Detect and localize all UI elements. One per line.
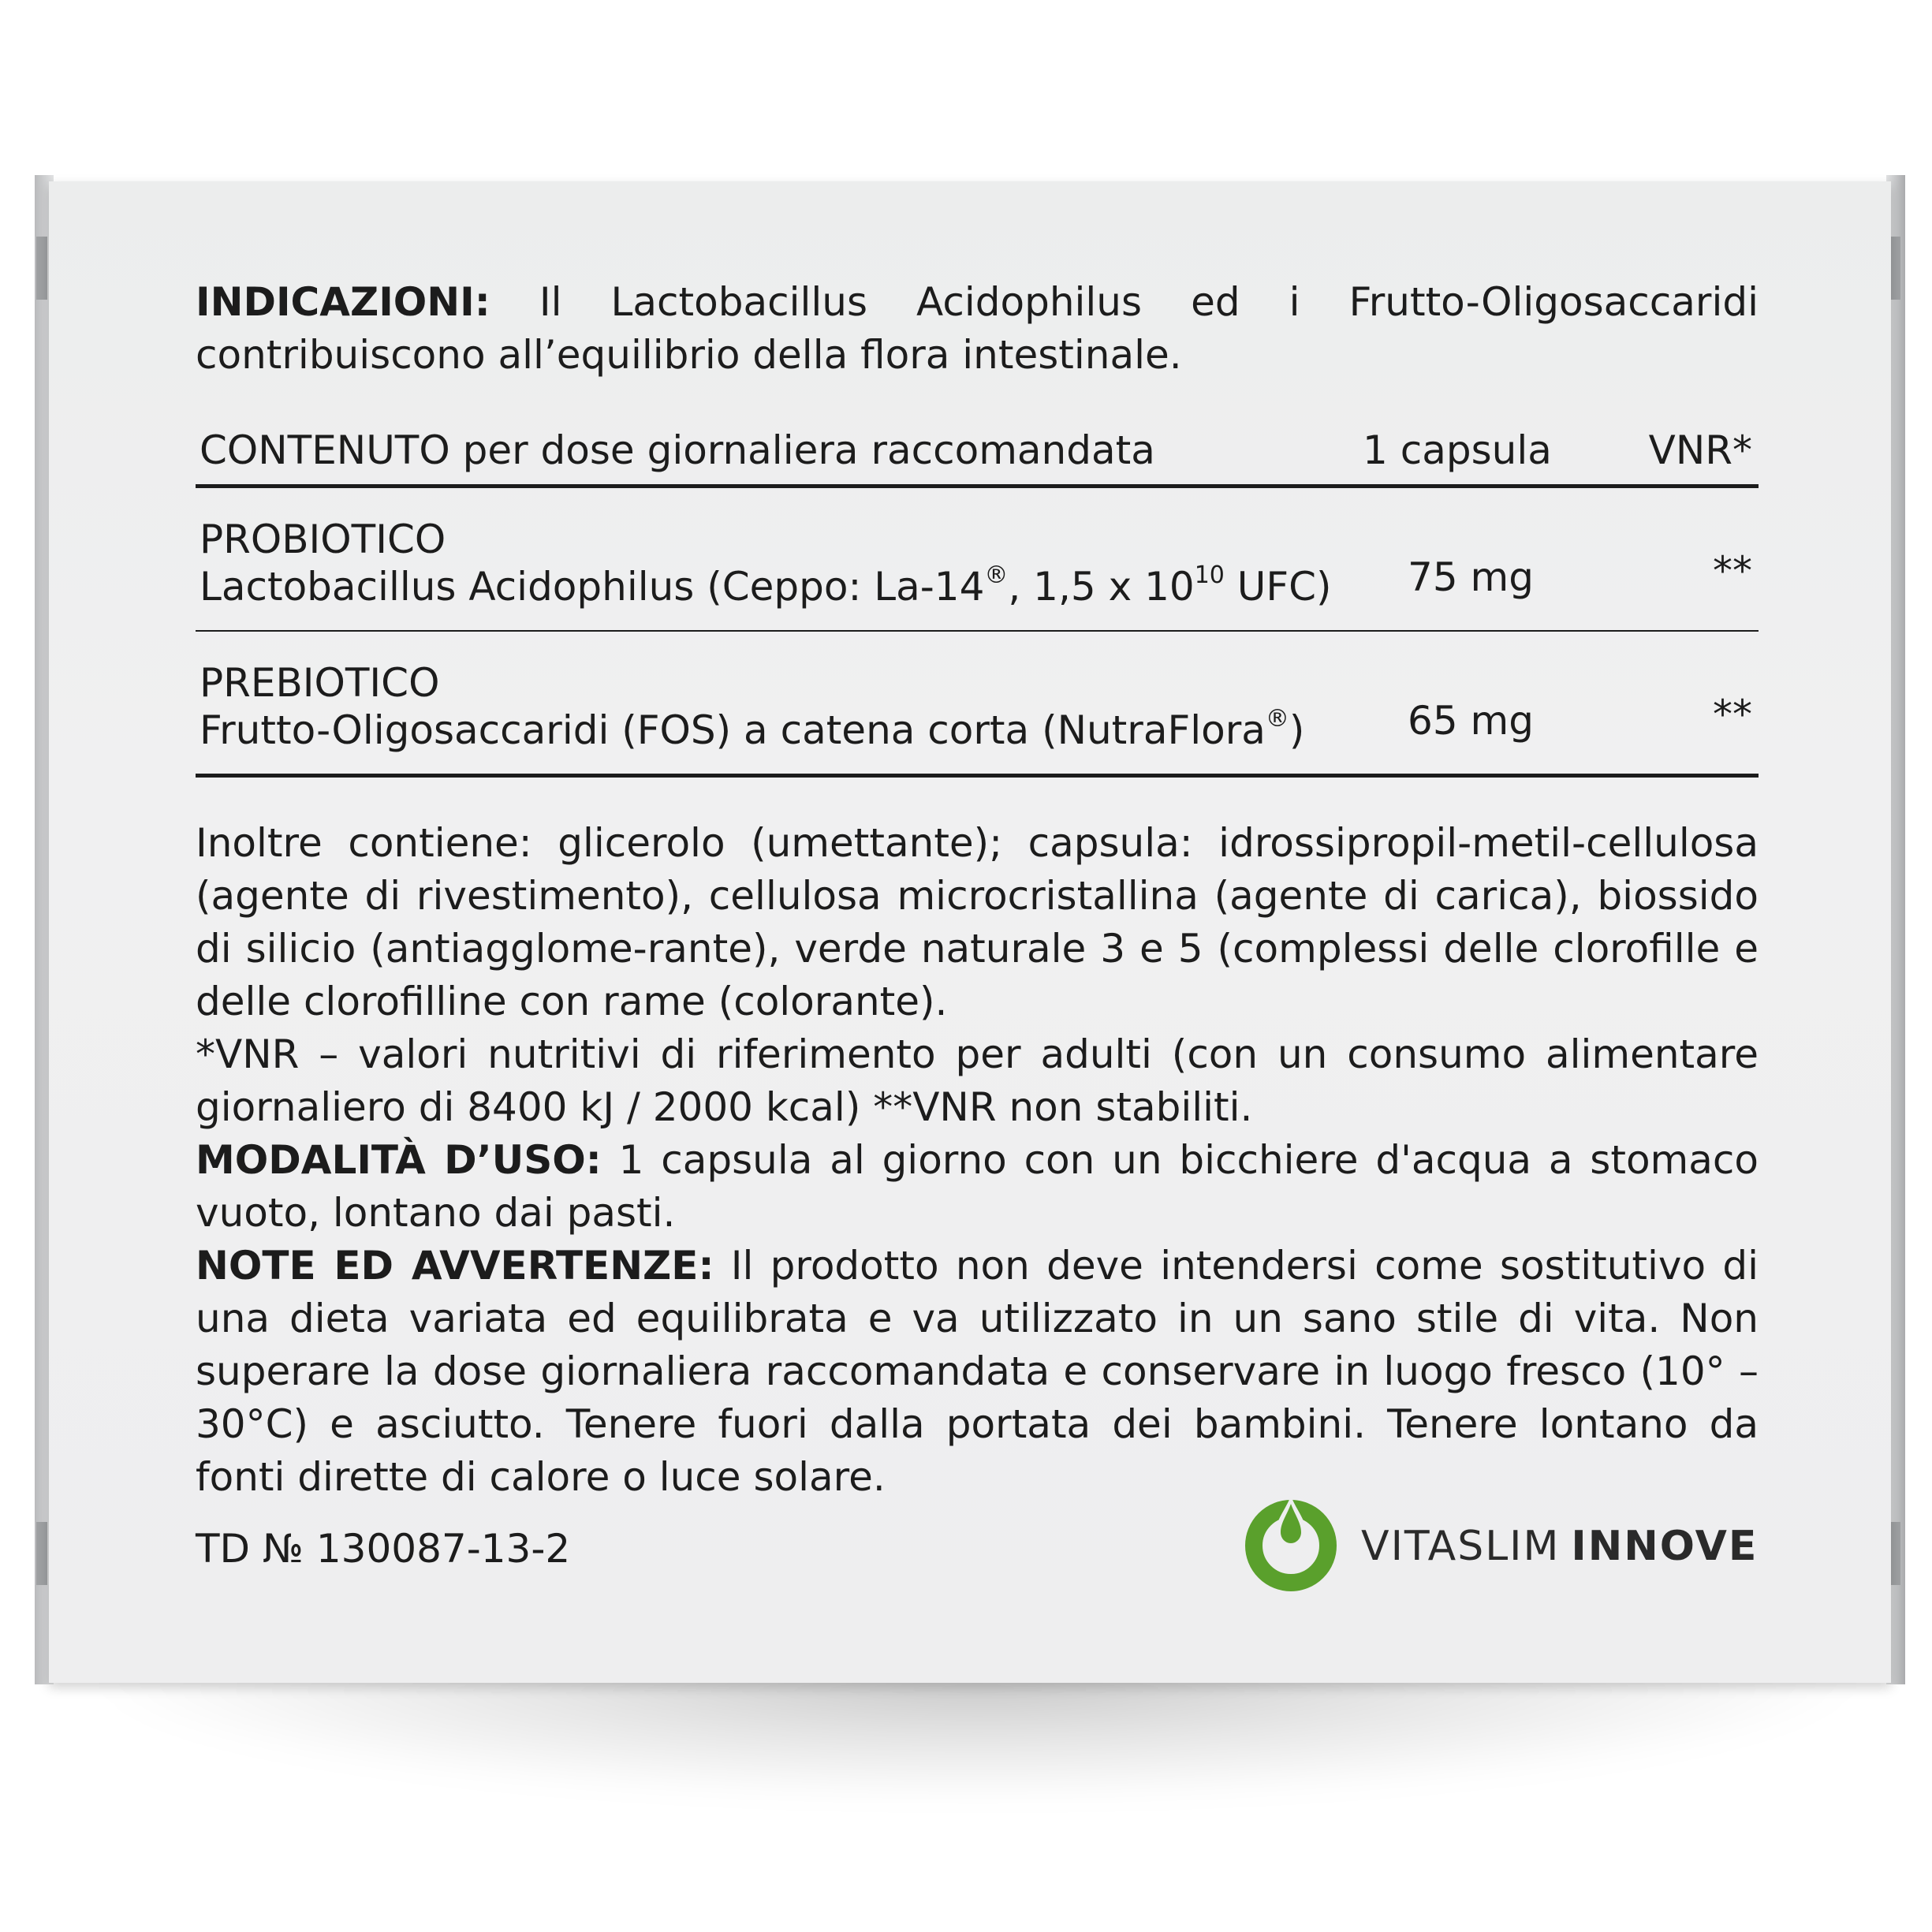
usage-paragraph [196, 1134, 1759, 1240]
row-amount: 75 mg [1408, 554, 1534, 600]
registered-mark: ® [1265, 705, 1289, 733]
usage-text: 1 capsula al giorno con un bicchiere d'acqua a stomaco vuoto, lontano dai pasti. [196, 1137, 1759, 1236]
row-description [200, 561, 1332, 610]
nutrition-table [196, 423, 1759, 778]
header-vnr: VNR* [1648, 427, 1752, 473]
warnings-paragraph [196, 1240, 1759, 1504]
brand-name [1361, 1523, 1758, 1570]
box-notch [1889, 1522, 1900, 1585]
box-notch [36, 237, 47, 300]
row-description-end: UFC) [1224, 564, 1332, 610]
vnr-note-paragraph: *VNR – valori nutritivi di riferimento per adulti (con un consumo alimentare giornaliero di 8400 kJ / 2000 kcal) **VNR non stabiliti. [196, 1031, 1759, 1130]
box-notch [1889, 237, 1900, 300]
brand-name-bold: INNOVE [1571, 1523, 1759, 1570]
indications-text: Il Lactobacillus Acidophilus ed i Frutto-Oligosaccaridi contribuiscono all’equilibrio della flora intestinale. [196, 279, 1759, 378]
box-shadow [103, 1664, 1853, 1798]
table-header [196, 423, 1759, 488]
td-number: TD № 130087-13-2 [196, 1526, 571, 1572]
also-contains-paragraph: Inoltre contiene: glicerolo (umettante); capsula: idrossipropil-metil-cellulosa (agente di rivestimento), cellulosa microcristallina (agente di carica), biossido di silicio (antiagglome-rante), verde naturale 3 e 5 (complessi delle clorofille e delle clorofilline con rame (colorante). [196, 820, 1759, 1024]
row-description-mid: , 1,5 x 10 [1008, 564, 1195, 610]
indications-label: INDICAZIONI: [196, 279, 490, 325]
box-notch [36, 1522, 47, 1585]
row-description-text: Frutto-Oligosaccaridi (FOS) a catena corta (NutraFlora [200, 707, 1266, 753]
header-dose: 1 capsula [1363, 427, 1552, 473]
label-content [196, 276, 1759, 1504]
row-description-end: ) [1289, 707, 1305, 753]
table-row [196, 488, 1759, 632]
usage-label: MODALITÀ D’USO: [196, 1137, 602, 1183]
row-description-text: Lactobacillus Acidophilus (Ceppo: La-14 [200, 564, 985, 610]
row-amount: 65 mg [1408, 698, 1534, 744]
row-vnr: ** [1713, 692, 1752, 737]
warnings-text: Il prodotto non deve intendersi come sostitutivo di una dieta variata ed equilibrata e va utilizzato in un sano stile di vita. Non superare la dose giornaliera raccomandata e conservare in luogo fresco (10° – 30°C) e asciutto. Tenere fuori dalla portata dei bambini. Tenere lontano da fonti dirette di calore o luce solare. [196, 1243, 1759, 1500]
indications-paragraph [196, 276, 1759, 382]
row-vnr: ** [1713, 548, 1752, 594]
row-category: PREBIOTICO [200, 660, 440, 706]
green-drop-ring-icon [1244, 1493, 1337, 1592]
registered-mark: ® [984, 561, 1009, 589]
warnings-label: NOTE ED AVVERTENZE: [196, 1243, 714, 1289]
table-row [196, 632, 1759, 778]
exponent: 10 [1194, 561, 1225, 589]
row-category: PROBIOTICO [200, 517, 446, 562]
brand-name-light: VITASLIM [1361, 1523, 1561, 1570]
row-description [200, 707, 1304, 753]
header-content: CONTENUTO per dose giornaliera raccomandata [200, 427, 1155, 473]
